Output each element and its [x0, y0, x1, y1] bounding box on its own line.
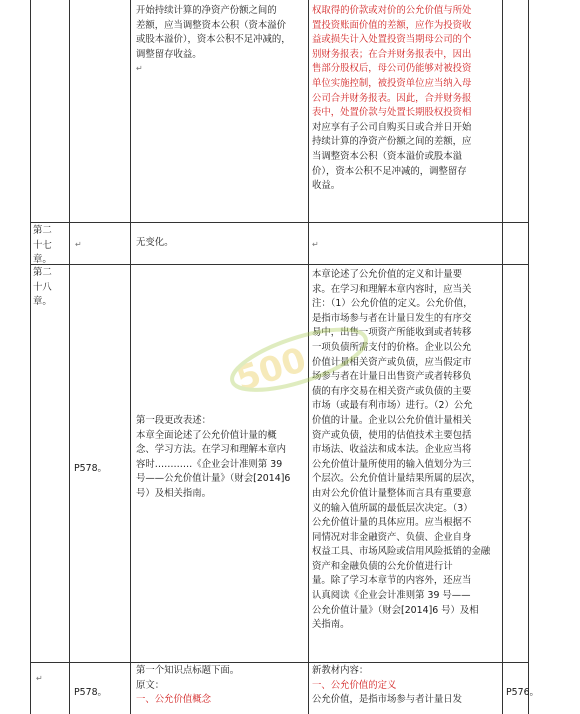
table-border-left	[30, 0, 31, 714]
table-border-col4	[502, 0, 503, 714]
last-row-col3	[136, 664, 306, 708]
text-line-red: 单位实施控制，被投资单位应当纳入母	[312, 77, 472, 89]
text-line-red: 表中，处置价款与处置长期股权投资相	[312, 107, 472, 119]
chapter-27-col4: ↵	[312, 240, 319, 249]
text-line: 价值计量相关资产或负债，应当假定市	[312, 356, 472, 368]
text-line: 收益。	[312, 180, 341, 192]
text-line-red: 公司合并财务报表。因此，合并财务报	[312, 92, 472, 104]
paragraph-mark: ↵	[136, 64, 143, 74]
text-line: 是指市场参与者在计量日发生的有序交	[312, 312, 472, 324]
text-line: 易中，出售一项资产所能收到或者转移	[312, 327, 472, 339]
table-border-col1	[69, 0, 70, 714]
row-divider-1	[30, 222, 528, 223]
text-line: 章。	[33, 296, 52, 308]
text-line: 十七	[33, 239, 52, 251]
chapter-27-page-ref: ↵	[75, 240, 82, 249]
text-line: 债的有序交易在相关资产或负债的主要	[312, 385, 472, 397]
chapter-28-col3	[136, 414, 306, 502]
text-line: 由对公允价值计量整体而言具有重要意	[312, 487, 472, 499]
text-line: 资产和金融负债的公允价值进行计	[312, 560, 453, 572]
chapter-27-content	[136, 236, 296, 251]
text-line: 权益工具、市场风险或信用风险抵销的金融	[312, 546, 491, 558]
text-line: 公允价值计量的具体应用。应当根据不	[312, 517, 472, 529]
text-line: 本章全面论述了公允价值计量的概	[136, 429, 277, 441]
chapter-28-page-ref	[74, 462, 107, 477]
text-line: 资产或负债，使用的估值技术主要包括	[312, 429, 472, 441]
text-line: 或股本溢价），资本公积不足冲减的，	[136, 34, 291, 46]
last-row-col1: ↵	[36, 674, 43, 683]
text-line: 市场（或最有利市场）进行。（2）公允	[312, 400, 473, 412]
text-line: 公允价值，是指市场参与者计量日发	[312, 694, 463, 706]
page-ref: P578。	[74, 687, 107, 698]
text-line: 新教材内容：	[312, 665, 369, 676]
row-divider-2	[30, 264, 528, 265]
text-line: 对应享有子公司自购买日或合并日开始	[312, 121, 472, 133]
text-line: 公允价值计量所使用的输入值划分为三	[312, 458, 472, 470]
text-line-red: 置投资账面价值的差额，应作为投资收	[312, 19, 472, 31]
page-ref: P576。	[506, 687, 539, 698]
text-line: 容时…………《企业会计准则第 39	[136, 458, 283, 470]
text-line: 十八	[33, 281, 52, 293]
text-line: 价值的计量。企业以公允价值计量相关	[312, 414, 472, 426]
text-line: 号）及相关指南。	[136, 487, 212, 499]
last-row-page-ref	[74, 686, 107, 701]
text-line: 差额，应当调整资本公积（资本溢价	[136, 19, 287, 31]
chapter-28-label	[33, 266, 69, 310]
chapter-28-col4	[312, 268, 500, 633]
text-line: 第一个知识点标题下面。	[136, 665, 240, 676]
text-line: 价），资本公积不足冲减的，调整留存	[312, 165, 467, 177]
text-line: 义的输入值所属的最低层次决定。（3）	[312, 502, 473, 514]
last-row-col4	[312, 664, 500, 708]
watermark-text: 500	[231, 339, 312, 400]
text-line-red: 一、公允价值的定义	[312, 679, 397, 691]
text-line-red: 权取得的价款或对价的公允价值与所处	[312, 5, 472, 16]
text-line: 关指南。	[312, 619, 350, 631]
text-line: 开始持续计算的净资产份额之间的	[136, 5, 277, 16]
text-line-red: 益或损失计入处置投资当期母公司的个	[312, 34, 472, 46]
text-line: 个层次。公允价值计量结果所属的层次，	[312, 473, 481, 485]
text-line: 求。在学习和理解本章内容时，应当关	[312, 283, 472, 295]
text-line: 念、学习方法。在学习和理解本章内	[136, 444, 287, 456]
text-line-red: 一、公允价值概念	[136, 694, 212, 706]
table-border-right	[528, 0, 529, 714]
text-line: 场参与者在计量日出售资产或者转移负	[312, 371, 472, 383]
text-line-red: 别财务报表；在合并财务报表中，因出	[312, 48, 472, 60]
text-line: 市场法、收益法和成本法。企业应当将	[312, 444, 472, 456]
text-line: 当调整资本公积（资本溢价或股本溢	[312, 150, 463, 162]
chapter-27-label	[33, 224, 69, 268]
row-divider-3	[30, 662, 528, 663]
page-ref: P578。	[74, 463, 107, 474]
text-line: 注：（1）公允价值的定义。公允价值，	[312, 298, 473, 310]
text-line: 第一段更改表述：	[136, 415, 212, 426]
text-line: 原文：	[136, 679, 165, 691]
row-top-col3	[136, 4, 304, 77]
text-line: 持续计算的净资产份额之间的差额，应	[312, 136, 472, 148]
text-line: 调整留存收益。	[136, 48, 202, 60]
text-line: 第二	[33, 267, 52, 278]
text-line: 同情况对非金融资产、负债、企业自身	[312, 531, 472, 543]
text-line: 章。	[33, 254, 52, 266]
table-border-col2	[130, 0, 131, 714]
table-border-col3	[308, 0, 309, 714]
text-line: 第二	[33, 225, 52, 236]
text-line: 一项负债所需支付的价格。企业以公允	[312, 341, 472, 353]
text-line: 认真阅读《企业会计准则第 39 号——	[312, 590, 471, 602]
text-line: 无变化。	[136, 237, 174, 248]
text-line: 号——公允价值计量》（财会[2014]6	[136, 473, 291, 485]
text-line: 量。除了学习本章节的内容外，还应当	[312, 575, 472, 587]
text-line: 公允价值计量》（财会[2014]6 号）及相	[312, 604, 479, 616]
row-top-col4	[312, 4, 500, 194]
text-line: 本章论述了公允价值的定义和计量要	[312, 269, 463, 280]
last-row-page-ref-right	[506, 686, 539, 701]
text-line-red: 售部分股权后，母公司仍能够对被投资	[312, 63, 472, 75]
